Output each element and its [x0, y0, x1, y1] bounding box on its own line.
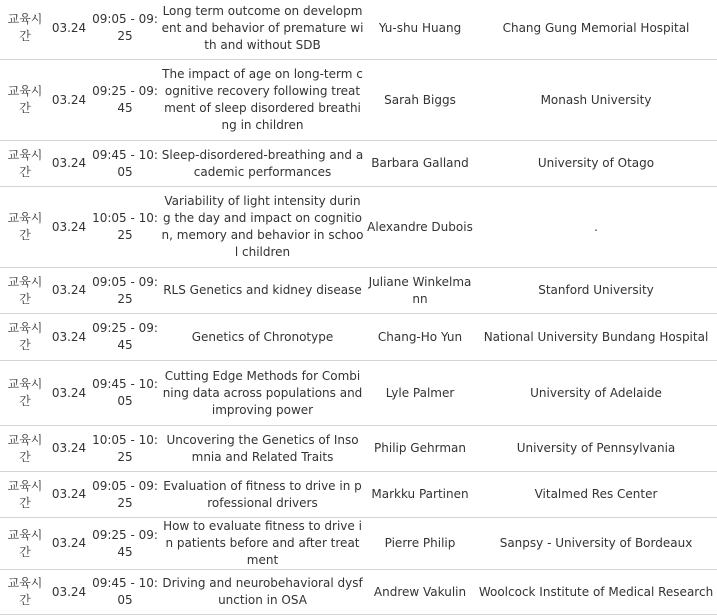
date-cell: 03.24: [48, 472, 90, 518]
table-row: [0, 60, 717, 141]
category-cell: 교육시간: [0, 518, 48, 570]
table-row: [0, 268, 717, 314]
table-row: [0, 472, 717, 518]
date-cell: 03.24: [48, 268, 90, 314]
affiliation-cell: Chang Gung Memorial Hospital: [475, 0, 717, 60]
category-cell: 교육시간: [0, 268, 48, 314]
speaker-cell: Philip Gehrman: [365, 426, 475, 472]
table-row: [0, 141, 717, 187]
title-cell: Genetics of Chronotype: [160, 314, 365, 361]
title-cell: Evaluation of fitness to drive in professional drivers: [160, 472, 365, 518]
time-cell: 10:05 - 10:25: [90, 187, 160, 268]
affiliation-cell: University of Adelaide: [475, 361, 717, 426]
speaker-cell: Barbara Galland: [365, 141, 475, 187]
speaker-cell: Sarah Biggs: [365, 60, 475, 141]
time-cell: 10:05 - 10:25: [90, 426, 160, 472]
category-cell: 교육시간: [0, 314, 48, 361]
speaker-cell: Lyle Palmer: [365, 361, 475, 426]
time-cell: 09:45 - 10:05: [90, 141, 160, 187]
affiliation-cell: Vitalmed Res Center: [475, 472, 717, 518]
category-cell: 교육시간: [0, 361, 48, 426]
title-cell: Cutting Edge Methods for Combining data across populations and improving power: [160, 361, 365, 426]
category-cell: 교육시간: [0, 187, 48, 268]
time-cell: 09:25 - 09:45: [90, 60, 160, 141]
date-cell: 03.24: [48, 141, 90, 187]
title-cell: RLS Genetics and kidney disease: [160, 268, 365, 314]
category-cell: 교육시간: [0, 141, 48, 187]
title-cell: How to evaluate fitness to drive in patients before and after treatment: [160, 518, 365, 570]
affiliation-cell: .: [475, 187, 717, 268]
affiliation-cell: National University Bundang Hospital: [475, 314, 717, 361]
affiliation-cell: Sanpsy - University of Bordeaux: [475, 518, 717, 570]
date-cell: 03.24: [48, 570, 90, 615]
title-cell: Long term outcome on development and behavior of premature with and without SDB: [160, 0, 365, 60]
speaker-cell: Andrew Vakulin: [365, 570, 475, 615]
table-row: [0, 187, 717, 268]
speaker-cell: Markku Partinen: [365, 472, 475, 518]
affiliation-cell: Stanford University: [475, 268, 717, 314]
time-cell: 09:05 - 09:25: [90, 472, 160, 518]
table-row: [0, 518, 717, 570]
speaker-cell: Pierre Philip: [365, 518, 475, 570]
title-cell: Sleep-disordered-breathing and academic performances: [160, 141, 365, 187]
affiliation-cell: University of Otago: [475, 141, 717, 187]
time-cell: 09:45 - 10:05: [90, 361, 160, 426]
speaker-cell: Yu-shu Huang: [365, 0, 475, 60]
affiliation-cell: Monash University: [475, 60, 717, 141]
date-cell: 03.24: [48, 426, 90, 472]
title-cell: Variability of light intensity during the day and impact on cognition, memory and behavior in school children: [160, 187, 365, 268]
date-cell: 03.24: [48, 0, 90, 60]
category-cell: 교육시간: [0, 0, 48, 60]
affiliation-cell: University of Pennsylvania: [475, 426, 717, 472]
date-cell: 03.24: [48, 314, 90, 361]
speaker-cell: Juliane Winkelmann: [365, 268, 475, 314]
table-row: [0, 361, 717, 426]
speaker-cell: Alexandre Dubois: [365, 187, 475, 268]
affiliation-cell: Woolcock Institute of Medical Research: [475, 570, 717, 615]
time-cell: 09:25 - 09:45: [90, 314, 160, 361]
time-cell: 09:45 - 10:05: [90, 570, 160, 615]
time-cell: 09:05 - 09:25: [90, 268, 160, 314]
category-cell: 교육시간: [0, 570, 48, 615]
date-cell: 03.24: [48, 187, 90, 268]
date-cell: 03.24: [48, 518, 90, 570]
category-cell: 교육시간: [0, 472, 48, 518]
date-cell: 03.24: [48, 60, 90, 141]
speaker-cell: Chang-Ho Yun: [365, 314, 475, 361]
title-cell: Uncovering the Genetics of Insomnia and Related Traits: [160, 426, 365, 472]
title-cell: The impact of age on long-term cognitive recovery following treatment of sleep disordered breathing in children: [160, 60, 365, 141]
time-cell: 09:05 - 09:25: [90, 0, 160, 60]
table-row: [0, 0, 717, 60]
table-row: [0, 314, 717, 361]
category-cell: 교육시간: [0, 426, 48, 472]
category-cell: 교육시간: [0, 60, 48, 141]
time-cell: 09:25 - 09:45: [90, 518, 160, 570]
table-row: [0, 570, 717, 615]
date-cell: 03.24: [48, 361, 90, 426]
table-row: [0, 426, 717, 472]
title-cell: Driving and neurobehavioral dysfunction in OSA: [160, 570, 365, 615]
